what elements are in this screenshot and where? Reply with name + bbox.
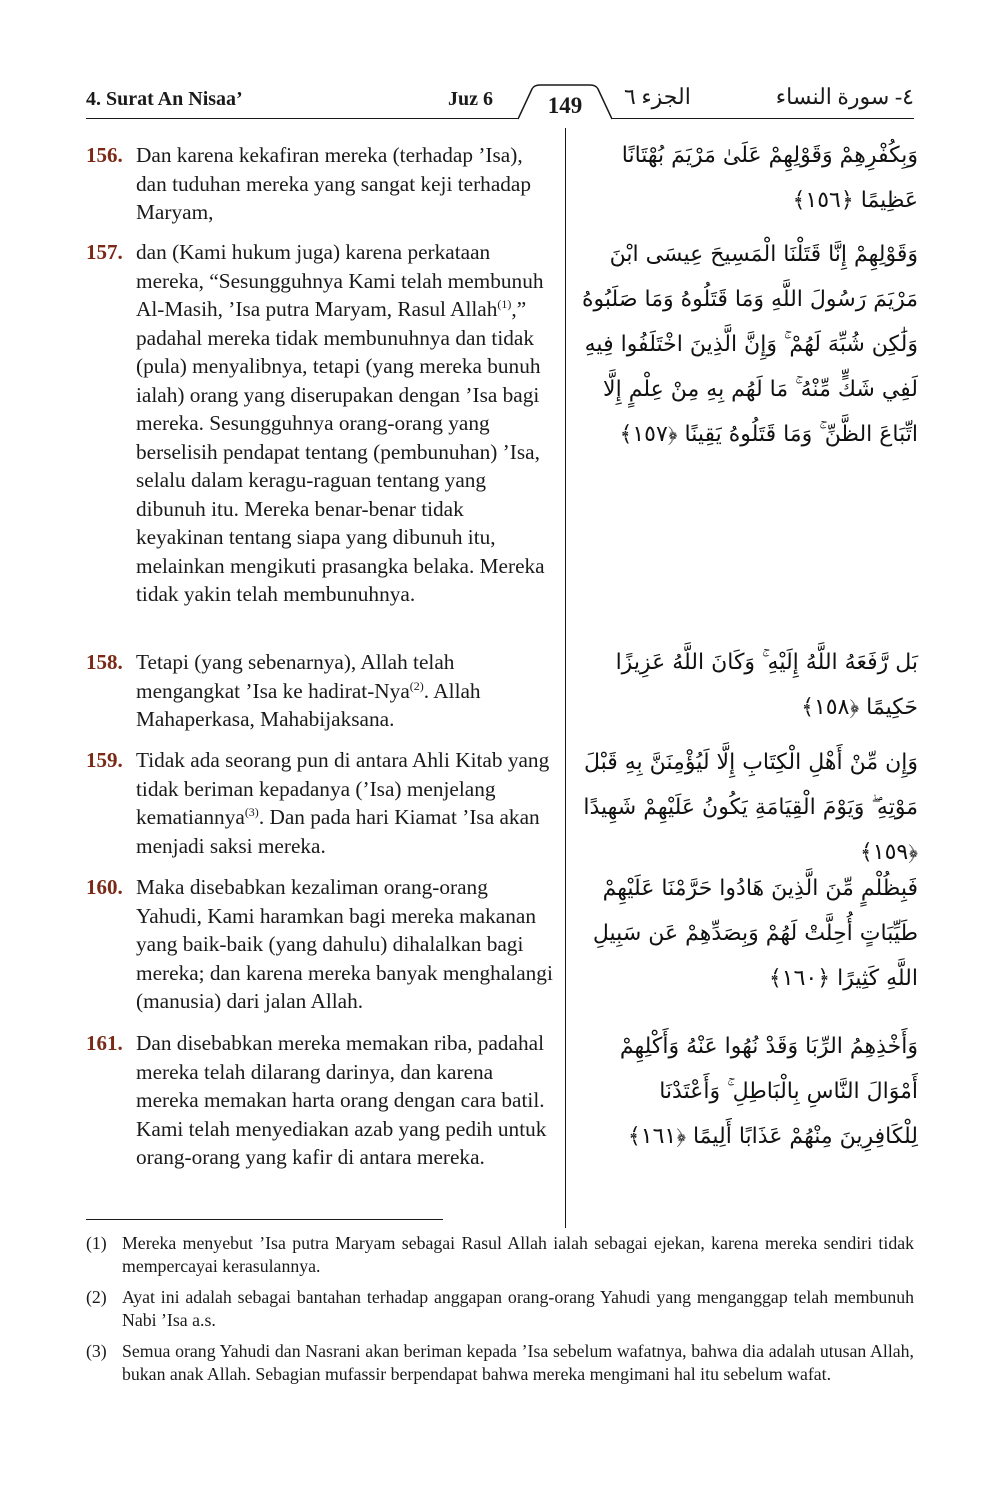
- footnote-text: Ayat ini adalah sebagai bantahan terhadap anggapan orang-orang Yahudi yang menganggap telah membunuh Nabi ’Isa a.s.: [122, 1287, 914, 1330]
- footnote-ref-1[interactable]: (1): [497, 296, 512, 311]
- footnotes: [86, 1232, 914, 1394]
- footnote-mark: (3): [86, 1341, 107, 1361]
- verse-number: 160.: [86, 875, 123, 899]
- verse-number: 157.: [86, 240, 123, 264]
- verse-translation: Dan disebabkan mereka memakan riba, padahal mereka telah dilarang darinya, dan karena mereka memakan harta orang dengan cara batil. Kami telah menyediakan azab yang pedih untuk orang-orang yang kafir di antara mereka.: [136, 1031, 547, 1169]
- juz-label: Juz 6: [448, 88, 493, 110]
- verse-translation: [136, 648, 556, 734]
- footnote-2: [86, 1286, 914, 1332]
- verse-text-part: dan (Kami hukum juga) karena perkataan mereka, “Sesungguhnya Kami telah membunuh Al-Masih, ’Isa putra Maryam, Rasul Allah: [136, 240, 544, 321]
- footnote-3: [86, 1340, 914, 1386]
- verse-157-arabic: وَقَوْلِهِمْ إِنَّا قَتَلْنَا الْمَسِيحَ عِيسَى ابْنَ مَرْيَمَ رَسُولَ اللَّهِ وَمَا قَتَلُوهُ وَمَا صَلَبُوهُ وَلَٰكِن شُبِّهَ لَهُمْ ۚ وَإِنَّ الَّذِينَ اخْتَلَفُوا فِيهِ لَفِي شَكٍّ مِّنْهُ ۚ مَا لَهُم بِهِ مِنْ عِلْمٍ إِلَّا اتِّبَاعَ الظَّنِّ ۚ وَمَا قَتَلُوهُ يَقِينًا ﴿١٥٧﴾: [582, 242, 918, 447]
- page-number: 149: [547, 93, 583, 118]
- footnote-text: Semua orang Yahudi dan Nasrani akan beriman kepada ’Isa sebelum wafatnya, bahwa dia adalah utusan Allah, bukan anak Allah. Sebagian mufassir berpendapat bahwa mereka mengimani hal itu sebelum wafat.: [122, 1341, 914, 1384]
- page-header: [86, 84, 914, 120]
- verse-translation: [136, 238, 556, 609]
- verse-160-arabic: فَبِظُلْمٍ مِّنَ الَّذِينَ هَادُوا حَرَّمْنَا عَلَيْهِمْ طَيِّبَاتٍ أُحِلَّتْ لَهُمْ وَبِصَدِّهِمْ عَن سَبِيلِ اللَّهِ كَثِيرًا ﴿١٦٠﴾: [592, 876, 918, 991]
- verse-number: 158.: [86, 650, 123, 674]
- verse-translation: Maka disebabkan kezaliman orang-orang Yahudi, Kami haramkan bagi mereka makanan yang baik-baik (yang dahulu) dihalalkan bagi mereka; dan karena mereka banyak menghalangi (manusia) dari jalan Allah.: [136, 875, 553, 1013]
- verse-number: 161.: [86, 1031, 123, 1055]
- verse-156-arabic: وَبِكُفْرِهِمْ وَقَوْلِهِمْ عَلَىٰ مَرْيَمَ بُهْتَانًا عَظِيمًا ﴿١٥٦﴾: [621, 143, 918, 213]
- verse-161-arabic: وَأَخْذِهِمُ الرِّبَا وَقَدْ نُهُوا عَنْهُ وَأَكْلِهِمْ أَمْوَالَ النَّاسِ بِالْبَاطِلِ ۚ وَأَعْتَدْنَا لِلْكَافِرِينَ مِنْهُمْ عَذَابًا أَلِيمًا ﴿١٦١﴾: [619, 1034, 918, 1149]
- verse-text-part: . Dan pada hari Kiamat ’Isa akan menjadi saksi mereka.: [136, 805, 540, 858]
- verse-157: [86, 238, 556, 609]
- header-rule: [86, 118, 914, 119]
- verse-text-part: Tetapi (yang sebenarnya), Allah telah mengangkat ’Isa ke hadirat-Nya: [136, 650, 455, 703]
- verse-160: [86, 873, 556, 1016]
- footnote-mark: (2): [86, 1287, 107, 1307]
- verse-161: [86, 1029, 556, 1172]
- footnote-mark: (1): [86, 1233, 107, 1253]
- verse-159-arabic: وَإِن مِّنْ أَهْلِ الْكِتَابِ إِلَّا لَيُؤْمِنَنَّ بِهِ قَبْلَ مَوْتِهِ ۖ وَيَوْمَ الْقِيَامَةِ يَكُونُ عَلَيْهِمْ شَهِيدًا ﴿١٥٩﴾: [583, 750, 918, 865]
- footnote-ref-3[interactable]: (3): [244, 804, 259, 819]
- verse-text-part: Tidak ada seorang pun di antara Ahli Kitab yang tidak beriman kepadanya (’Isa) menjelang kematiannya: [136, 748, 550, 829]
- column-divider: [565, 128, 566, 1228]
- surah-title: 4. Surat An Nisaa’: [86, 88, 243, 110]
- verse-text-part: ,” padahal mereka tidak membunuhnya dan tidak (pula) menyalibnya, tetapi (yang mereka bunuh ialah) orang yang diserupakan dengan ’Isa bagi mereka. Sesungguhnya orang-orang yang berselisih pendapat tentang (pembunuhan) ’Isa, selalu dalam keragu-raguan tentang yang dibunuh itu. Mereka benar-benar tidak keyakinan tentang siapa yang dibunuh itu, melainkan mengikuti prasangka belaka. Mereka tidak yakin telah membunuhnya.: [136, 297, 545, 606]
- verse-number: 156.: [86, 143, 123, 167]
- juz-label-arabic: الجزء ٦: [624, 84, 691, 109]
- page-number-tab: [518, 83, 612, 121]
- verse-156: [86, 141, 556, 227]
- verse-translation: Dan karena kekafiran mereka (terhadap ’Isa), dan tuduhan mereka yang sangat keji terhadap Maryam,: [136, 143, 532, 224]
- surah-title-arabic: ٤- سورة النساء: [775, 84, 914, 109]
- verse-text-part: . Allah Mahaperkasa, Mahabijaksana.: [136, 678, 481, 731]
- verse-159: [86, 746, 556, 860]
- footnote-rule: [86, 1219, 443, 1220]
- verse-translation: [136, 746, 556, 860]
- footnote-1: [86, 1232, 914, 1278]
- footnote-ref-2[interactable]: (2): [409, 678, 424, 693]
- verse-158: [86, 648, 556, 734]
- verse-number: 159.: [86, 748, 123, 772]
- footnote-text: Mereka menyebut ’Isa putra Maryam sebagai Rasul Allah ialah sebagai ejekan, karena mereka sendiri tidak mempercayai kerasulannya.: [122, 1233, 914, 1276]
- verse-158-arabic: بَل رَّفَعَهُ اللَّهُ إِلَيْهِ ۚ وَكَانَ اللَّهُ عَزِيزًا حَكِيمًا ﴿١٥٨﴾: [615, 650, 918, 720]
